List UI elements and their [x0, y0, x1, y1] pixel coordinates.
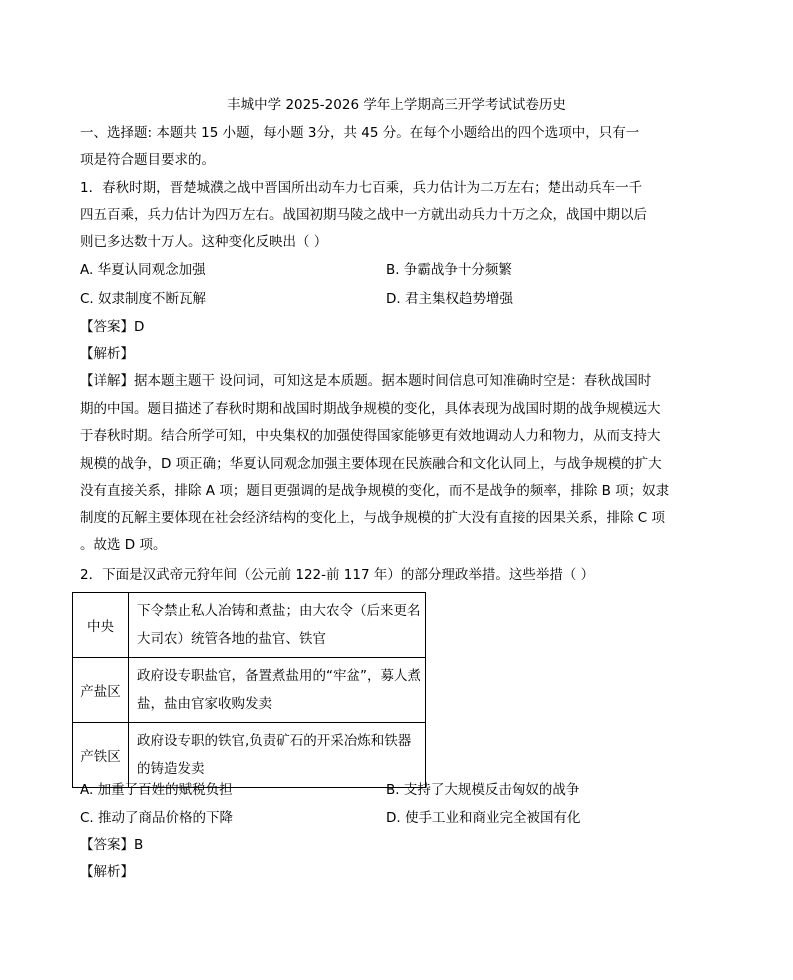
- table-row-key: 中央: [73, 593, 129, 658]
- section-instruction-line-2: 项是符合题目要求的。: [80, 152, 215, 168]
- q1-stem-line-3: 则已多达数十万人。这种变化反映出（ ）: [80, 234, 328, 250]
- q2-option-a: A. 加重了百姓的赋税负担: [80, 782, 233, 798]
- q1-detail-line-2: 期的中国。题目描述了春秋时期和战国时期战争规模的变化，具体表现为战国时期的战争规模远大: [80, 401, 661, 417]
- q1-stem-line-2: 四五百乘，兵力估计为四万左右。战国初期马陵之战中一方就出动兵力十万之众，战国中期以后: [80, 207, 647, 223]
- table-row-value: 政府设专职盐官，备置煮盐用的“牢盆”，募人煮盐，盐由官家收购发卖: [129, 658, 426, 723]
- q1-detail-line-1: 【详解】据本题主题干 设问词，可知这是本质题。据本题时间信息可知准确时空是：春秋战国时: [80, 373, 652, 389]
- q1-detail-line-3: 于春秋时期。结合所学可知，中央集权的加强使得国家能够更有效地调动人力和物力，从而支持大: [80, 428, 661, 444]
- page-title: 丰城中学 2025-2026 学年上学期高三开学考试试卷历史: [227, 97, 566, 113]
- table-row-value: 政府设专职的铁官,负责矿石的开采冶炼和铁器的铸造发卖: [129, 723, 426, 788]
- section-instruction-line-1: 一、选择题: 本题共 15 小题，每小题 3分，共 45 分。在每个小题给出的四个选项中，只有一: [80, 125, 640, 141]
- q2-measures-table: [72, 592, 426, 788]
- table-row: [73, 593, 426, 658]
- q1-detail-line-6: 制度的瓦解主要体现在社会经济结构的变化上，与战争规模的扩大没有直接的因果关系，排除 C 项: [80, 510, 666, 526]
- q2-option-c: C. 推动了商品价格的下降: [80, 810, 234, 826]
- q1-detail-line-4: 规模的战争，D 项正确；华夏认同观念加强主要体现在民族融合和文化认同上，与战争规模的扩大: [80, 456, 662, 472]
- q1-option-c: C. 奴隶制度不断瓦解: [80, 291, 207, 307]
- table-row-value: 下令禁止私人冶铸和煮盐；由大农令（后来更名大司农）统管各地的盐官、铁官: [129, 593, 426, 658]
- table-row-key: 产盐区: [73, 658, 129, 723]
- q2-option-d: D. 使手工业和商业完全被国有化: [386, 810, 581, 826]
- q2-stem: 2．下面是汉武帝元狩年间（公元前 122-前 117 年）的部分理政举措。这些举措（ ）: [80, 567, 595, 583]
- q1-detail-line-5: 没有直接关系，排除 A 项；题目更强调的是战争规模的变化，而不是战争的频率，排除 B 项；奴隶: [80, 483, 670, 499]
- table-row-key: 产铁区: [73, 723, 129, 788]
- q1-option-d: D. 君主集权趋势增强: [386, 291, 513, 307]
- q1-stem-line-1: 1．春秋时期，晋楚城濮之战中晋国所出动车力七百乘，兵力估计为二万左右；楚出动兵车一千: [80, 180, 643, 196]
- q1-detail-line-7: 。故选 D 项。: [80, 537, 167, 553]
- q2-analysis-heading: 【解析】: [80, 864, 134, 880]
- q2-answer: 【答案】B: [80, 837, 144, 853]
- q1-option-b: B. 争霸战争十分频繁: [386, 262, 512, 278]
- q1-answer: 【答案】D: [80, 319, 145, 335]
- table-row: [73, 723, 426, 788]
- q1-option-a: A. 华夏认同观念加强: [80, 262, 206, 278]
- q1-analysis-heading: 【解析】: [80, 346, 134, 362]
- table-row: [73, 658, 426, 723]
- q2-option-b: B. 支持了大规模反击匈奴的战争: [386, 782, 580, 798]
